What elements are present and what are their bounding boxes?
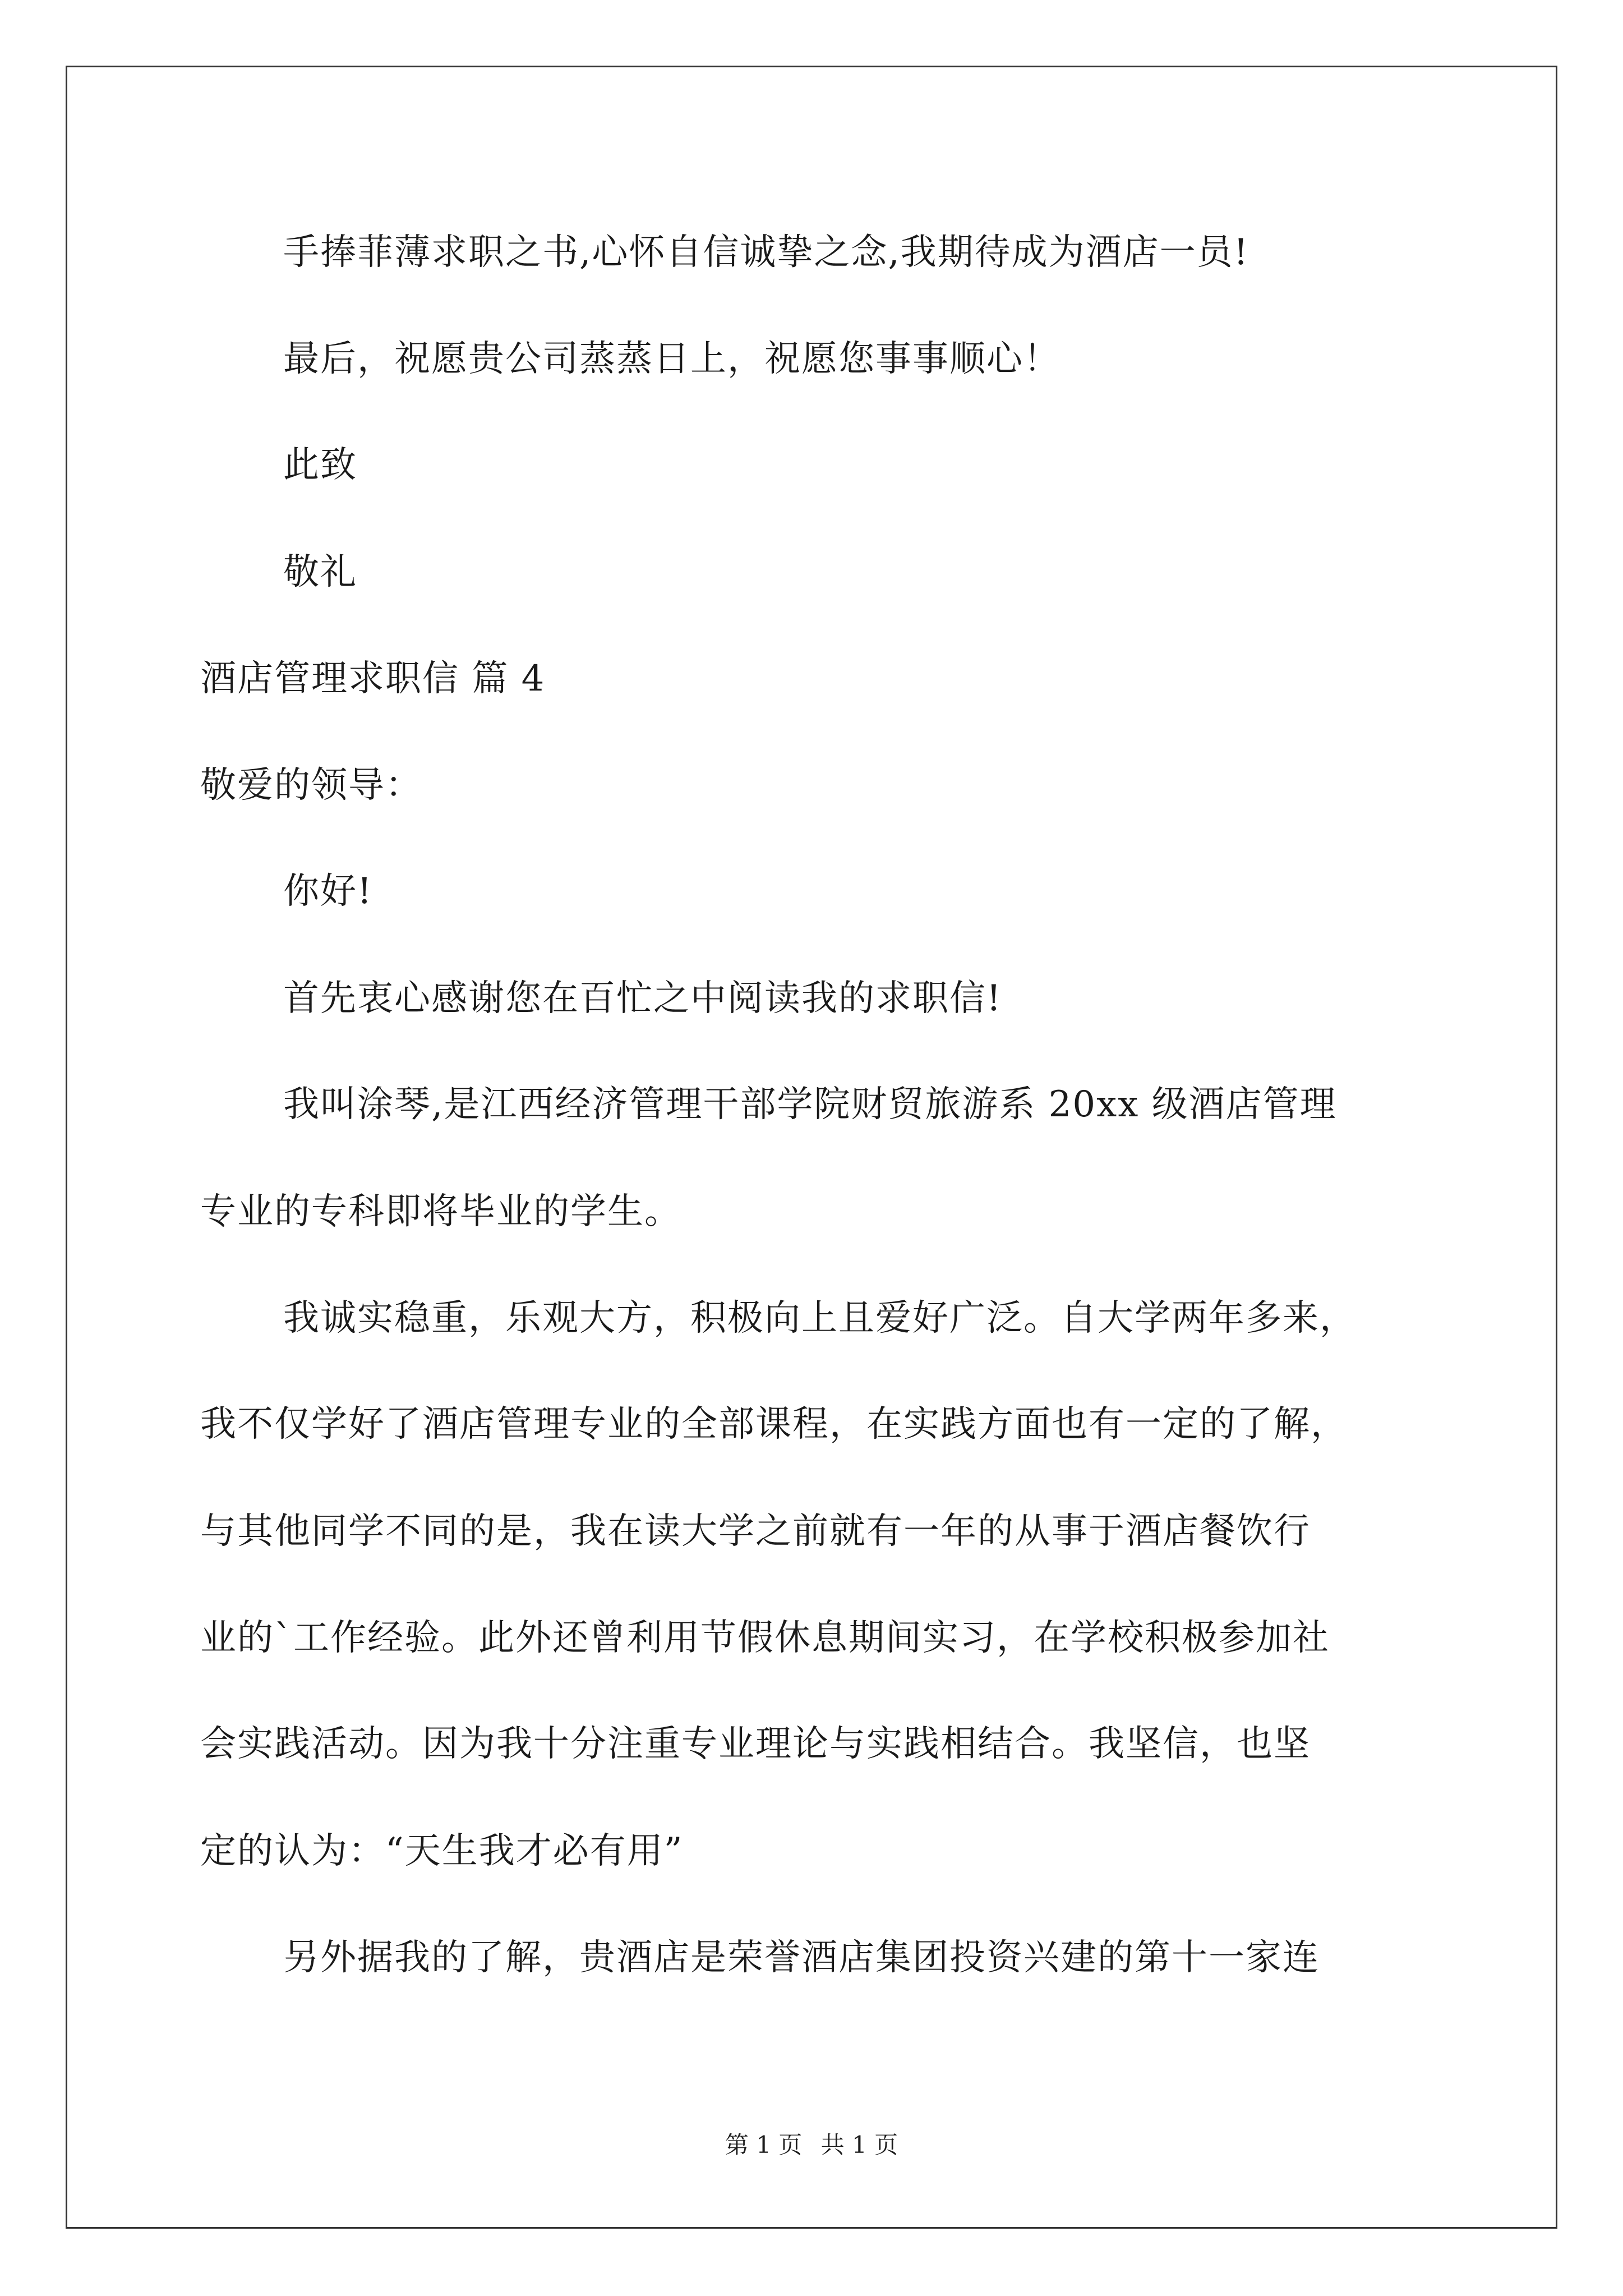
text-line: 首先衷心感谢您在百忙之中阅读我的求职信!	[283, 978, 1002, 1019]
text-line: 我诚实稳重，乐观大方，积极向上且爱好广泛。自大学两年多来，	[283, 1297, 1357, 1339]
page-number: 第 1 页	[725, 2131, 803, 2159]
section-heading: 酒店管理求职信 篇 4	[200, 658, 546, 700]
salutation: 敬爱的领导：	[200, 765, 422, 806]
text-line: 敬礼	[283, 551, 357, 593]
text-line: 手捧菲薄求职之书,心怀自信诚挚之念,我期待成为酒店一员!	[283, 232, 1249, 273]
text-line: 最后，祝愿贵公司蒸蒸日上，祝愿您事事顺心！	[283, 338, 1061, 380]
text-line: 我不仅学好了酒店管理专业的全部课程，在实践方面也有一定的了解，	[200, 1404, 1348, 1445]
text-line: 与其他同学不同的是，我在读大学之前就有一年的从事于酒店餐饮行	[200, 1511, 1311, 1552]
page-footer	[0, 2133, 1623, 2157]
page-border	[66, 66, 1557, 2229]
text-line: 业的`工作经验。此外还曾利用节假休息期间实习，在学校积极参加社	[200, 1617, 1330, 1659]
text-line: 我叫涂琴,是江西经济管理干部学院财贸旅游系 20xx 级酒店管理	[283, 1084, 1337, 1125]
page-total: 共 1 页	[820, 2131, 898, 2159]
text-line: 你好!	[283, 871, 373, 912]
text-line: 专业的专科即将毕业的学生。	[200, 1191, 681, 1232]
text-line: 定的认为：“天生我才必有用”	[200, 1830, 684, 1872]
text-line: 另外据我的了解，贵酒店是荣誉酒店集团投资兴建的第十一家连	[283, 1937, 1320, 1978]
text-line: 此致	[283, 444, 357, 486]
text-line: 会实践活动。因为我十分注重专业理论与实践相结合。我坚信，也坚	[200, 1723, 1311, 1765]
